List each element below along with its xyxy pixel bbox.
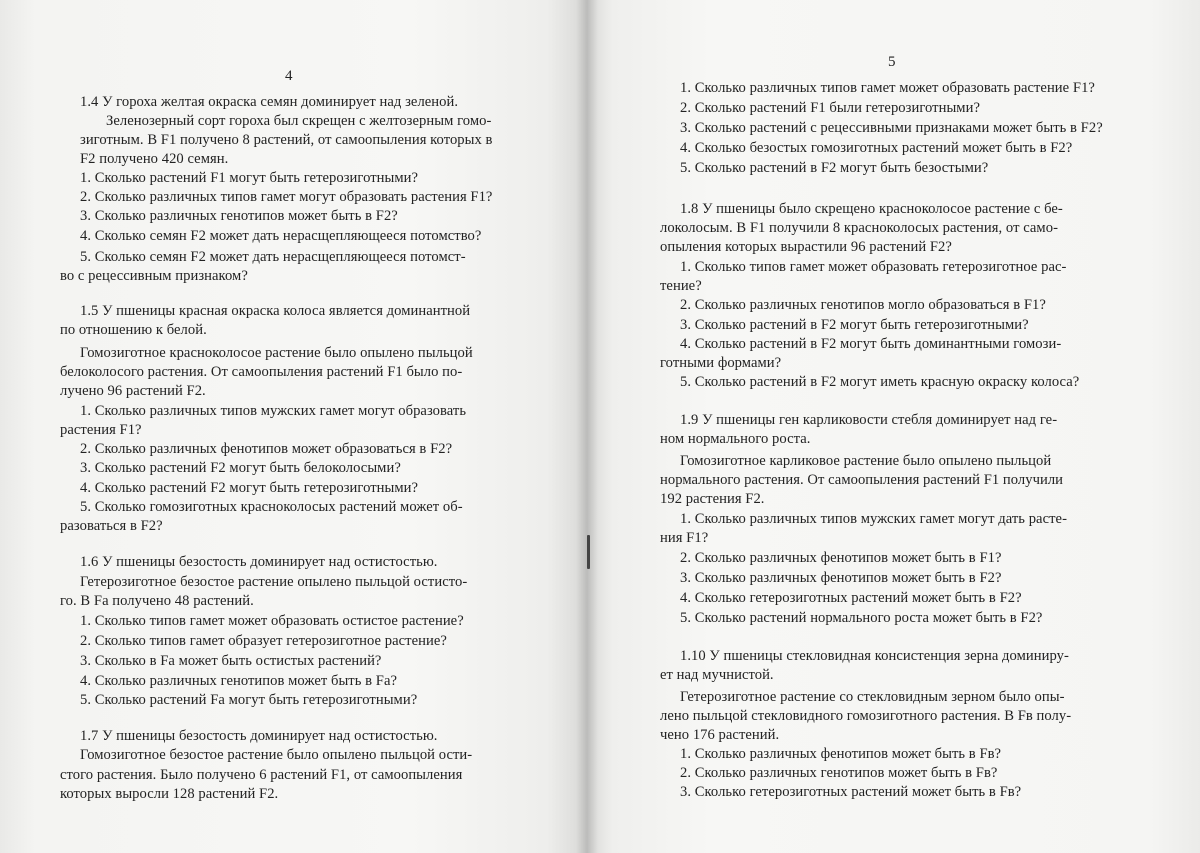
question-line: растения F1? xyxy=(60,422,142,438)
question-line: 5. Сколько растений нормального роста может быть в F2? xyxy=(680,610,1043,626)
text-line: Гетерозиготное растение со стекловидным зерном было опы- xyxy=(680,689,1065,705)
question-line: 4. Сколько растений в F2 могут быть доминантными гомози- xyxy=(680,336,1062,352)
text-line: которых выросли 128 растений F2. xyxy=(60,786,279,802)
question-line: 3. Сколько различных генотипов может быть в F2? xyxy=(80,208,398,224)
question-line: 5. Сколько растений Fа могут быть гетерозиготными? xyxy=(80,692,418,708)
left-page xyxy=(0,0,588,853)
question-line: 2. Сколько различных генотипов может быть в Fв? xyxy=(680,765,998,781)
gutter-mark xyxy=(587,535,590,569)
question-line: 1. Сколько различных фенотипов может быть в Fв? xyxy=(680,746,1002,762)
text-line: чено 176 растений. xyxy=(660,727,780,743)
problem-heading: 1.4 У гороха желтая окраска семян доминирует над зеленой. xyxy=(80,94,459,110)
text-line: Гетерозиготное безостое растение опылено пыльцой остисто- xyxy=(80,574,468,590)
question-line: 4. Сколько различных генотипов может быть в Fа? xyxy=(80,673,397,689)
question-line: 1. Сколько различных типов мужских гамет могут образовать xyxy=(80,403,467,419)
question-line: 2. Сколько различных фенотипов может быть в F1? xyxy=(680,550,1002,566)
text-line: Гомозиготное безостое растение было опылено пыльцой ости- xyxy=(80,747,473,763)
text-line: Гомозиготное красноколосое растение было опылено пыльцой xyxy=(80,345,473,361)
page-number: 4 xyxy=(285,68,293,84)
text-line: 192 растения F2. xyxy=(660,491,765,507)
question-line: 5. Сколько семян F2 может дать нерасщепляющееся потомст- xyxy=(80,249,466,265)
question-line: 2. Сколько растений F1 были гетерозиготными? xyxy=(680,100,980,116)
text-line: лучено 96 растений F2. xyxy=(60,383,206,399)
problem-heading: 1.6 У пшеницы безостость доминирует над остистостью. xyxy=(80,554,438,570)
text-line: Зеленозерный сорт гороха был скрещен с желтозерным гомо- xyxy=(106,113,492,129)
question-line: 3. Сколько в Fа может быть остистых растений? xyxy=(80,653,382,669)
question-line: 1. Сколько растений F1 могут быть гетерозиготными? xyxy=(80,170,419,186)
question-line: 2. Сколько типов гамет образует гетерозиготное растение? xyxy=(80,633,447,649)
question-line: 1. Сколько типов гамет может образовать остистое растение? xyxy=(80,613,464,629)
question-line: 1. Сколько типов гамет может образовать гетерозиготное рас- xyxy=(680,259,1067,275)
text-line: Гомозиготное карликовое растение было опылено пыльцой xyxy=(680,453,1052,469)
problem-heading: 1.9 У пшеницы ген карликовости стебля доминирует над ге- xyxy=(680,412,1058,428)
problem-heading: 1.7 У пшеницы безостость доминирует над остистостью. xyxy=(80,728,438,744)
question-line: тение? xyxy=(660,278,702,294)
text-line: ет над мучнистой. xyxy=(660,667,774,683)
question-line: 1. Сколько различных типов мужских гамет могут дать расте- xyxy=(680,511,1067,527)
problem-heading: 1.10 У пшеницы стекловидная консистенция зерна доминиру- xyxy=(680,648,1069,664)
question-line: 2. Сколько различных фенотипов может образоваться в F2? xyxy=(80,441,453,457)
question-line: 3. Сколько гетерозиготных растений может быть в Fв? xyxy=(680,784,1022,800)
question-line: 4. Сколько семян F2 может дать нерасщепляющееся потомство? xyxy=(80,228,482,244)
text-line: ном нормального роста. xyxy=(660,431,811,447)
text-line: F2 получено 420 семян. xyxy=(80,151,229,167)
problem-heading: 1.8 У пшеницы было скрещено красноколосое растение с бе- xyxy=(680,201,1063,217)
question-line: 4. Сколько растений F2 могут быть гетерозиготными? xyxy=(80,480,419,496)
book-gutter xyxy=(576,0,598,853)
problem-heading: 1.5 У пшеницы красная окраска колоса является доминантной xyxy=(80,303,471,319)
question-line: 3. Сколько растений с рецессивными признаками может быть в F2? xyxy=(680,120,1103,136)
question-line: 2. Сколько различных генотипов могло образоваться в F1? xyxy=(680,297,1046,313)
page-number: 5 xyxy=(888,54,896,70)
question-line: 5. Сколько растений в F2 могут иметь красную окраску колоса? xyxy=(680,374,1080,390)
question-line: готными формами? xyxy=(660,355,782,371)
text-line: по отношению к белой. xyxy=(60,322,207,338)
text-line: нормального растения. От самоопыления растений F1 получили xyxy=(660,472,1064,488)
question-line: ния F1? xyxy=(660,530,709,546)
question-line: 3. Сколько различных фенотипов может быть в F2? xyxy=(680,570,1002,586)
text-line: опыления которых вырастили 96 растений F2? xyxy=(660,239,952,255)
question-line: 3. Сколько растений в F2 могут быть гетерозиготными? xyxy=(680,317,1029,333)
text-line: стого растения. Было получено 6 растений F1, от самоопыления xyxy=(60,767,463,783)
text-line: локолосым. В F1 получили 8 красноколосых растения, от само- xyxy=(660,220,1058,236)
question-line: 4. Сколько гетерозиготных растений может быть в F2? xyxy=(680,590,1022,606)
question-line: 4. Сколько безостых гомозиготных растений может быть в F2? xyxy=(680,140,1073,156)
text-line: белоколосого растения. От самоопыления растений F1 было по- xyxy=(60,364,463,380)
question-line: 2. Сколько различных типов гамет могут образовать растения F1? xyxy=(80,189,493,205)
question-line: во с рецессивным признаком? xyxy=(60,268,248,284)
text-line: го. В Fа получено 48 растений. xyxy=(60,593,254,609)
text-line: зиготным. В F1 получено 8 растений, от самоопыления которых в xyxy=(80,132,493,148)
question-line: 1. Сколько различных типов гамет может образовать растение F1? xyxy=(680,80,1095,96)
question-line: 3. Сколько растений F2 могут быть белоколосыми? xyxy=(80,460,401,476)
question-line: 5. Сколько растений в F2 могут быть безостыми? xyxy=(680,160,989,176)
text-line: лено пыльцой стекловидного гомозиготного растения. В Fв полу- xyxy=(660,708,1072,724)
question-line: 5. Сколько гомозиготных красноколосых растений может об- xyxy=(80,499,463,515)
right-page xyxy=(588,0,1200,853)
question-line: разоваться в F2? xyxy=(60,518,163,534)
